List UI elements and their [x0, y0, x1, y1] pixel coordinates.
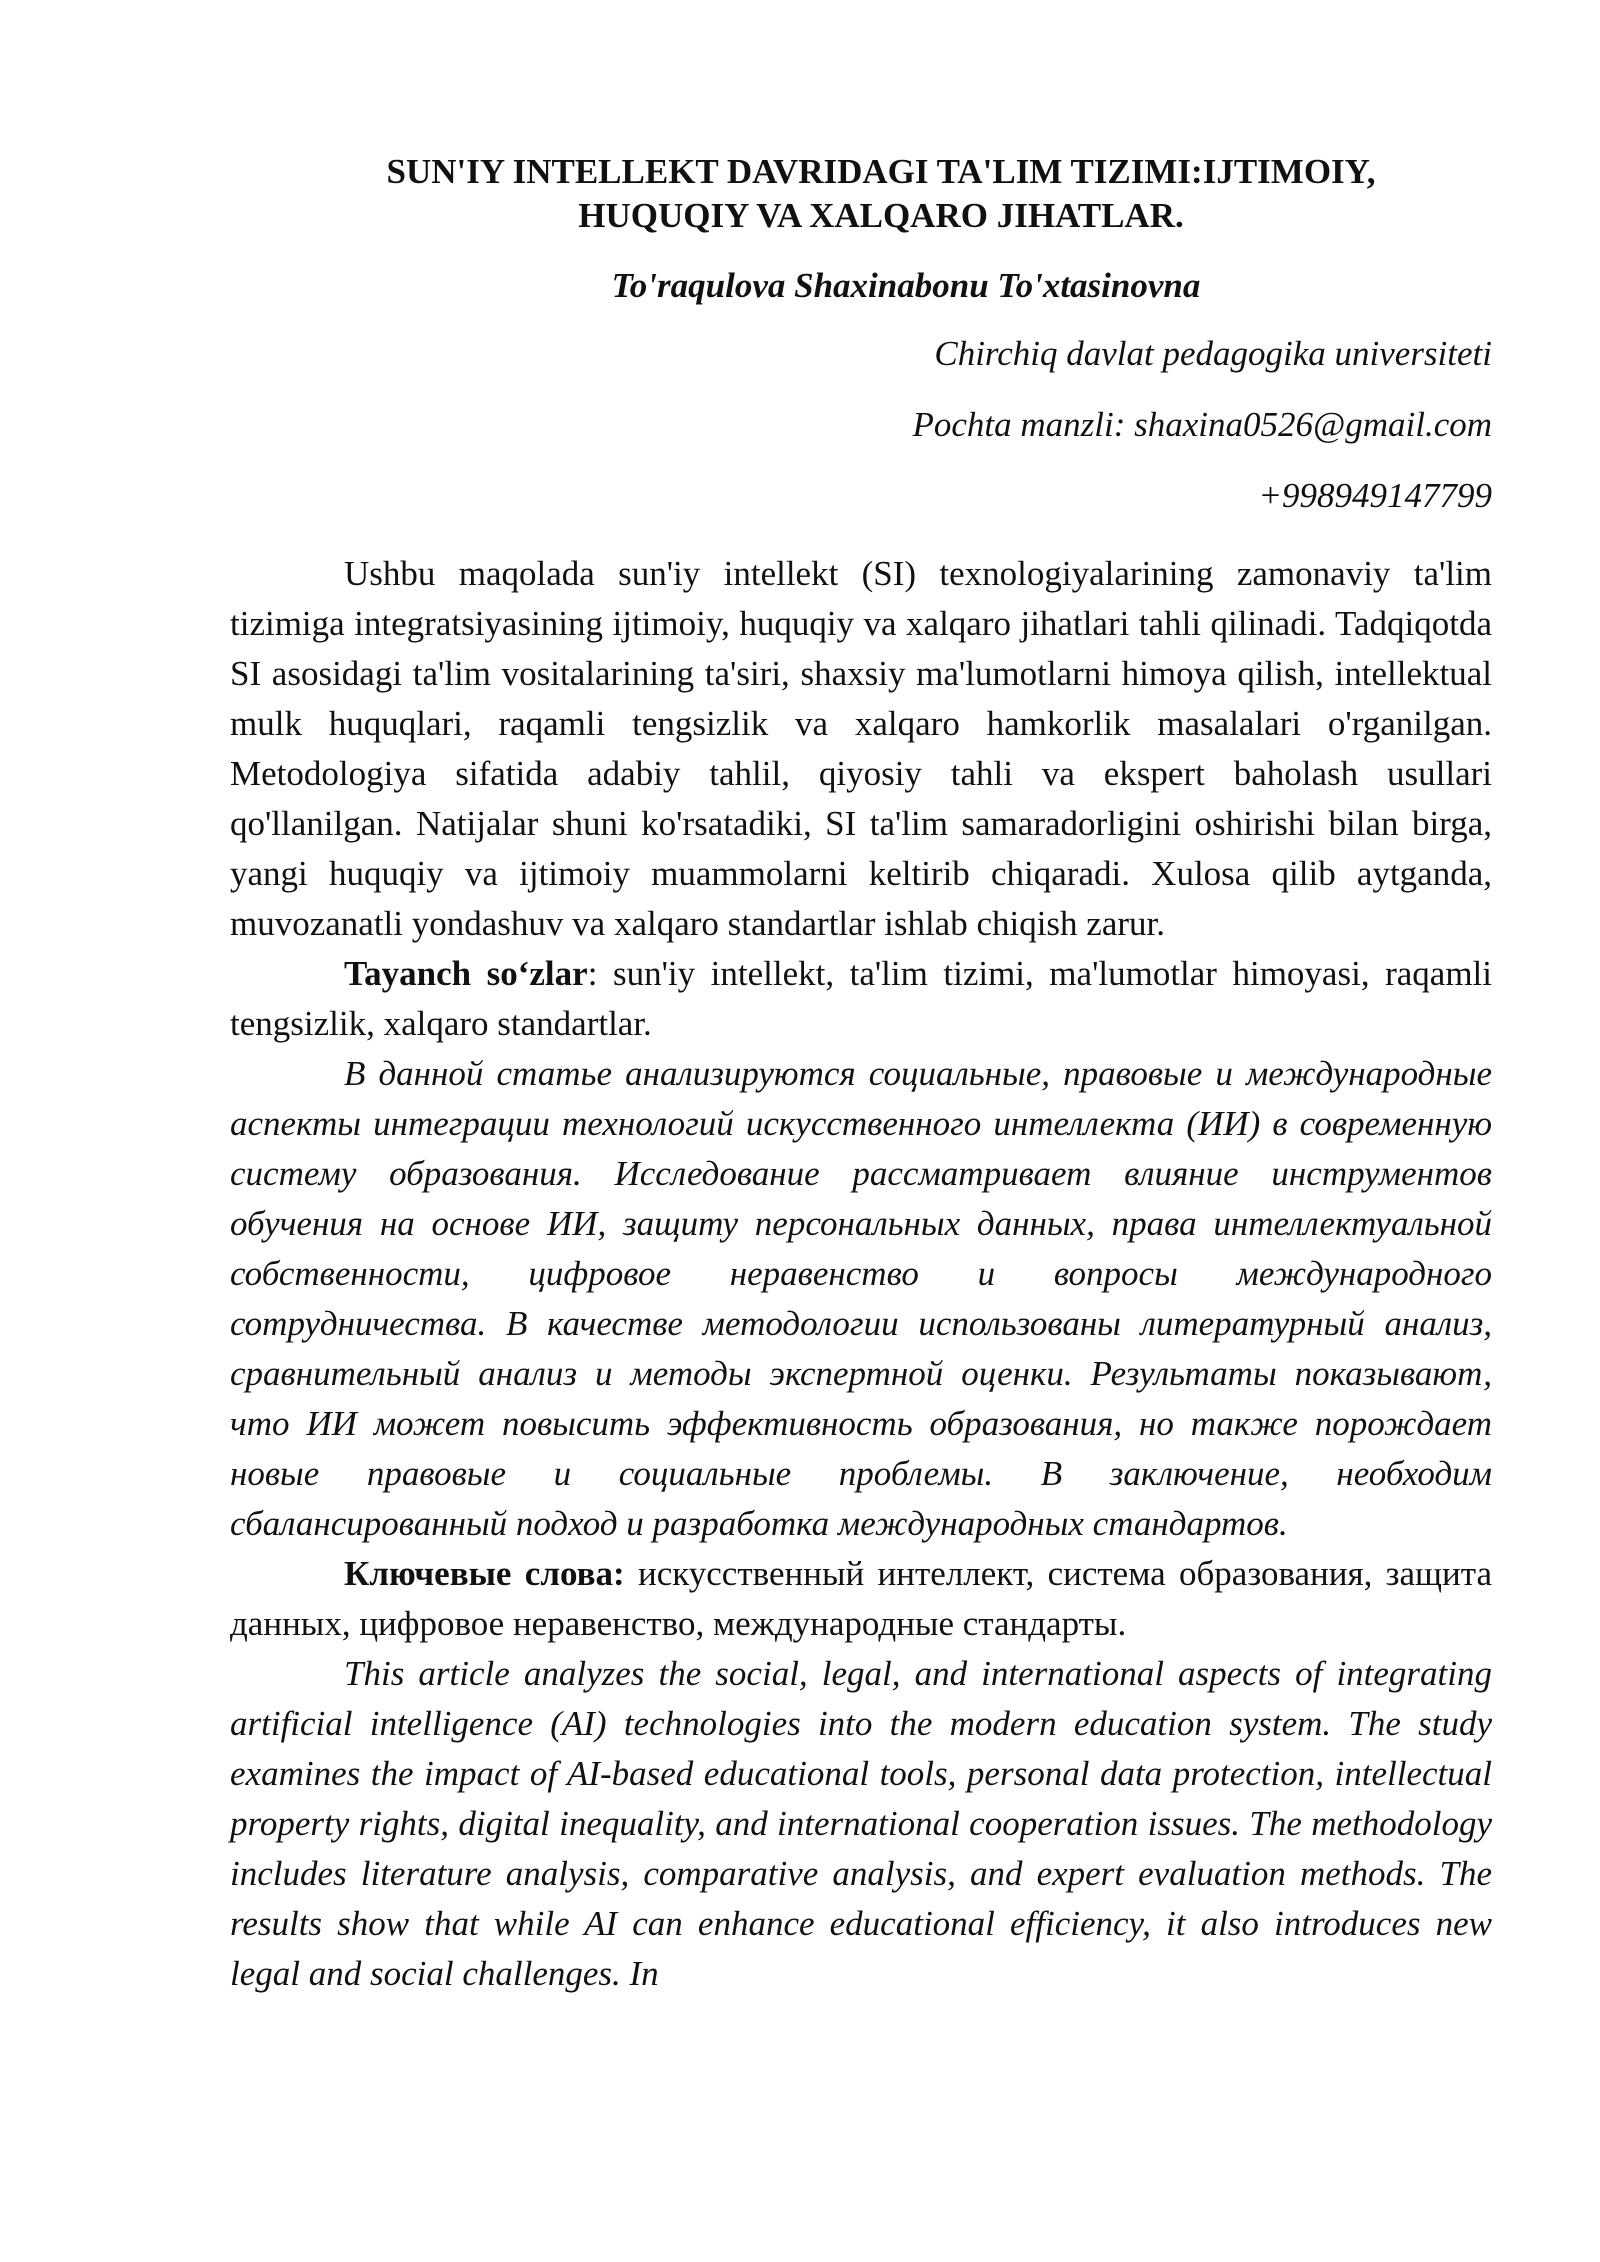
abstract-english: This article analyzes the social, legal, and international aspects of integrating artificial intelligence (AI) technologies into the modern education system. The study examines the impact of AI-based educational tools, personal data protection, intellectual property rights, digital inequality, and international cooperation issues. The methodology includes literature analysis, comparative analysis, and expert evaluation methods. The results show that while AI can enhance educational efficiency, it also introduces new legal and social challenges. In [230, 1654, 1492, 1993]
title-line-1: SUN'IY INTELLEKT DAVRIDAGI TA'LIM TIZIMI:IJTIMOIY, [386, 152, 1376, 191]
abstract-uzbek: Ushbu maqolada sun'iy intellekt (SI) texnologiyalarining zamonaviy ta'lim tizimiga integratsiyasining ijtimoiy, huquqiy va xalqaro jihatlari tahli qilinadi. Tadqiqotda SI asosidagi ta'lim vositalarining ta'siri, shaxsiy ma'lumotlarni himoya qilish, intellektual mulk huquqlari, raqamli tengsizlik va xalqaro hamkorlik masalalari o'rganilgan. Metodologiya sifatida adabiy tahlil, qiyosiy tahli va ekspert baholash usullari qo'llanilgan. Natijalar shuni ko'rsatadiki, SI ta'lim samaradorligini oshirishi bilan birga, yangi huquqiy va ijtimoiy muammolarni keltirib chiqaradi. Xulosa qilib aytganda, muvozanatli yondashuv va xalqaro standartlar ishlab chiqish zarur. [230, 554, 1492, 943]
keywords-uzbek-text: : sun'iy intellekt, ta'lim tizimi, ma'lumotlar himoyasi, raqamli tengsizlik, xalqaro standartlar. [230, 954, 1492, 1043]
abstract-russian: В данной статье анализируются социальные, правовые и международные аспекты интеграции технологий искусственного интеллекта (ИИ) в современную систему образования. Исследование рассматривает влияние инструментов обучения на основе ИИ, защиту персональных данных, права интеллектуальной собственности, цифровое неравенство и вопросы международного сотрудничества. В качестве методологии использованы литературный анализ, сравнительный анализ и методы экспертной оценки. Результаты показывают, что ИИ может повысить эффективность образования, но также порождает новые правовые и социальные проблемы. В заключение, необходим сбалансированный подход и разработка международных стандартов. [230, 1054, 1492, 1543]
keywords-russian [230, 1549, 1492, 1649]
paper-title [230, 150, 1492, 238]
keywords-uzbek [230, 949, 1492, 1049]
affiliation-phone: +998949147799 [1258, 476, 1492, 515]
paper-page [230, 150, 1492, 1999]
author-name: To'raqulova Shaxinabonu To'xtasinovna [611, 266, 1201, 305]
keywords-russian-text: искусственный интеллект, система образования, защита данных, цифровое неравенство, международные стандарты. [230, 1554, 1492, 1643]
affiliation-email: Pochta manzli: shaxina0526@gmail.com [912, 405, 1492, 444]
keywords-uzbek-label: Tayanch so‘zlar [344, 954, 588, 993]
affiliation-university: Chirchiq davlat pedagogika universiteti [934, 334, 1492, 373]
title-line-2: HUQUQIY VA XALQARO JIHATLAR. [578, 196, 1184, 235]
keywords-russian-label: Ключевые слова: [344, 1554, 625, 1593]
